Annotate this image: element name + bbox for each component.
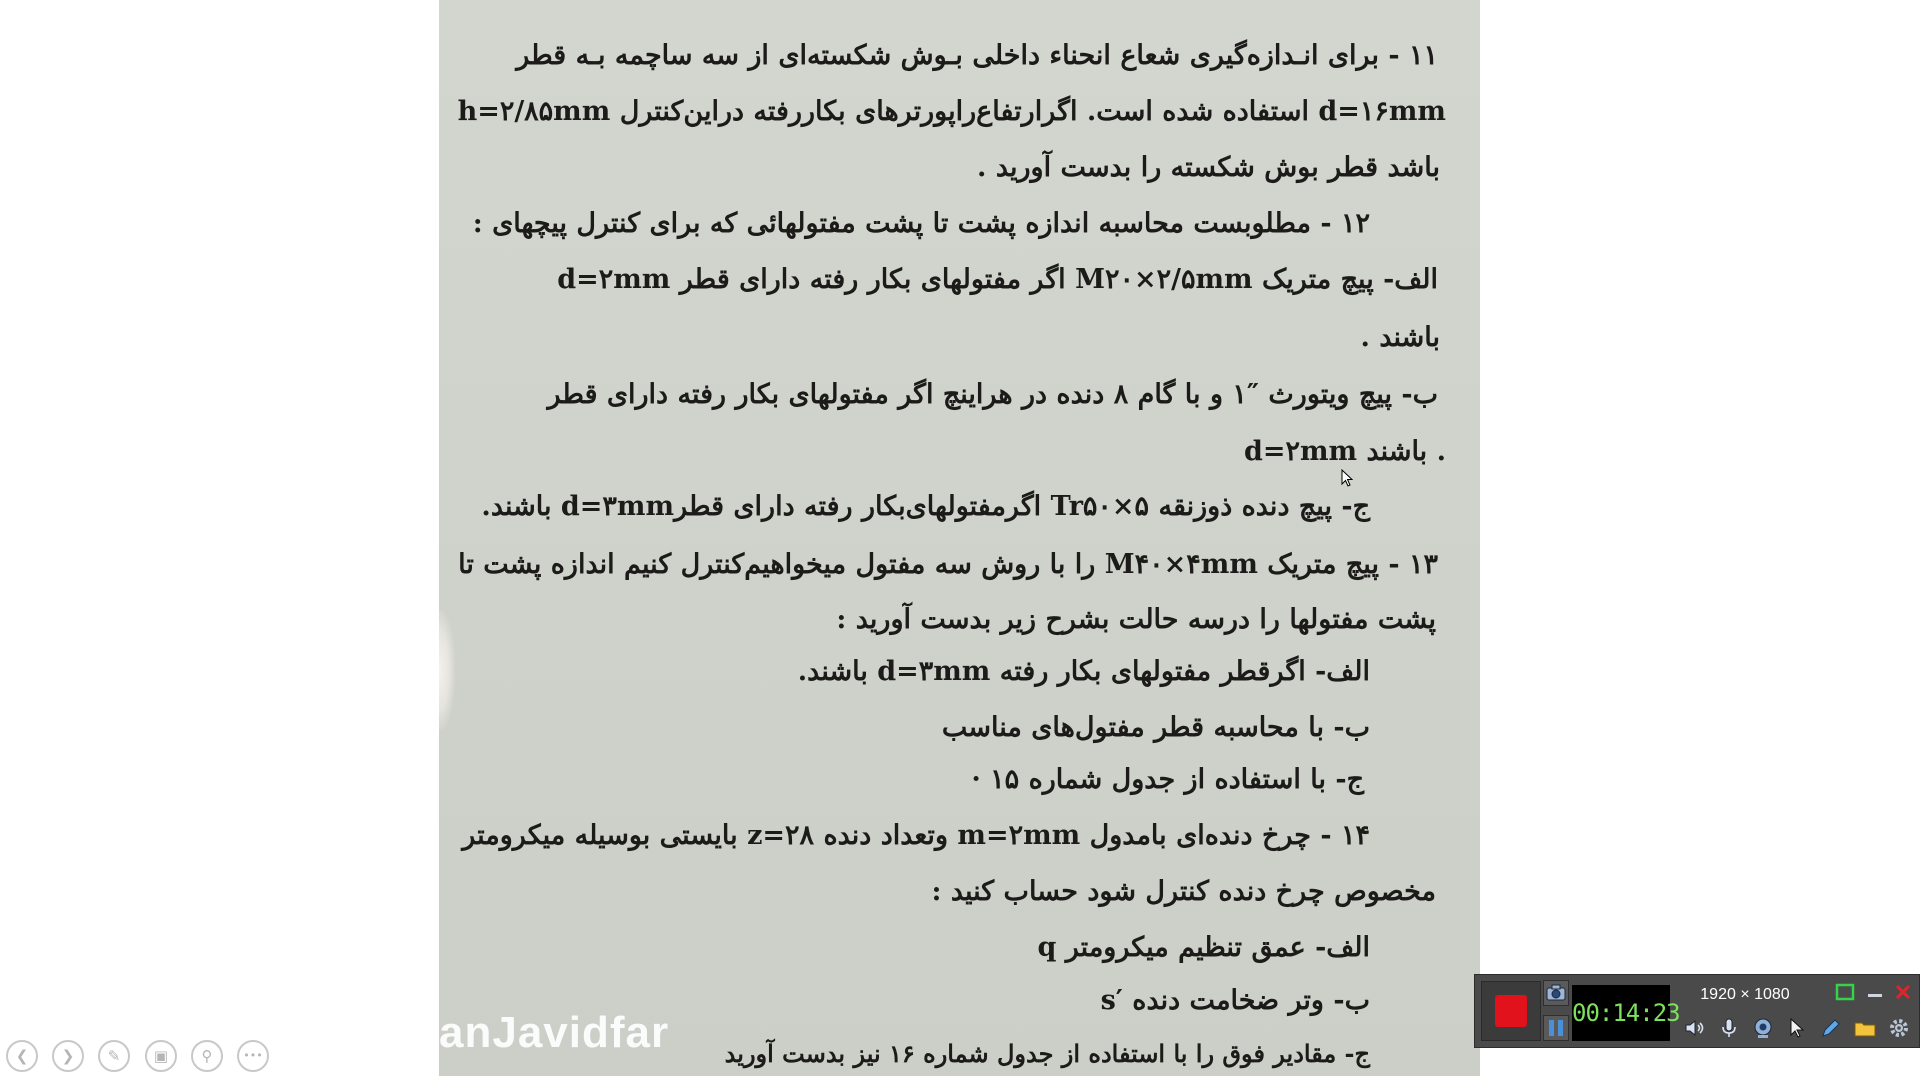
close-icon xyxy=(1892,981,1914,1003)
text-line: ۱۴ - چرخ دنده‌ای بامدول m=۲mm وتعداد دنده z=۲۸ بایستی بوسیله میکرومتر xyxy=(462,820,1370,851)
text-line: ب- وتر ضخامت دنده ′s xyxy=(1100,985,1370,1016)
text-line: ج- مقادیر فوق را با استفاده از جدول شماره ۱۶ نیز بدست آورید xyxy=(724,1039,1370,1068)
text-line: الف- پیچ متریک M۲۰×۲/۵mm اگر مفتولهای بکار رفته دارای قطر d=۲mm xyxy=(557,264,1438,295)
text-line: ج- با استفاده از جدول شماره ۱۵ · xyxy=(971,764,1364,795)
next-icon[interactable]: ❯ xyxy=(52,1040,84,1072)
text-line: ۱۲ - مطلوبست محاسبه اندازه پشت تا پشت مفتولهائی که برای کنترل پیچهای : xyxy=(472,208,1370,239)
screenshot-button[interactable] xyxy=(1543,980,1569,1006)
pause-recording-button[interactable] xyxy=(1543,1015,1569,1041)
pen-icon[interactable]: ✎ xyxy=(98,1040,130,1072)
text-line: ۱۱ - برای انـدازه‌گیری شعاع انحناء داخلی بـوش شکسته‌ای از سه ساچمه بـه قطر xyxy=(516,40,1438,71)
pencil-icon xyxy=(1819,1016,1843,1040)
text-line: ج- پیچ دنده ذوزنقه Tr۵۰×۵ اگرمفتولهای‌بکار رفته دارای قطرd=۳mm باشند. xyxy=(481,491,1370,522)
mouse-cursor-icon xyxy=(1341,469,1353,487)
open-folder-button[interactable] xyxy=(1851,1016,1879,1044)
minimize-icon xyxy=(1864,981,1886,1003)
window-icon xyxy=(1834,981,1856,1003)
stop-recording-button[interactable] xyxy=(1481,981,1541,1041)
text-line: باشند . xyxy=(1360,322,1440,353)
recording-timer: 00:14:23 xyxy=(1572,985,1670,1041)
resolution-label: 1920 × 1080 xyxy=(1700,986,1790,1003)
previous-icon[interactable]: ❮ xyxy=(6,1040,38,1072)
webcam-button[interactable] xyxy=(1749,1016,1777,1044)
text-line: الف- عمق تنظیم میکرومتر q xyxy=(1037,932,1370,963)
minimize-button[interactable] xyxy=(1861,981,1889,1009)
speaker-button[interactable] xyxy=(1681,1016,1709,1044)
text-line: d=۲mm باشند . xyxy=(1243,436,1446,467)
text-line: الف- اگرقطر مفتولهای بکار رفته d=۳mm باشند. xyxy=(797,656,1370,687)
cursor-icon xyxy=(1785,1016,1809,1040)
camera-icon xyxy=(1544,981,1568,1005)
speaker-icon xyxy=(1683,1016,1707,1040)
text-line: ۱۳ - پیچ متریک M۴۰×۴mm را با روش سه مفتول میخواهیم‌کنترل کنیم اندازه پشت تا xyxy=(458,549,1438,580)
zoom-icon[interactable]: ⚲ xyxy=(191,1040,223,1072)
screen-recorder-toolbar xyxy=(1474,974,1920,1048)
pause-icon xyxy=(1544,1016,1568,1040)
scanned-page xyxy=(439,0,1480,1076)
cursor-capture-button[interactable] xyxy=(1783,1016,1811,1044)
stop-icon xyxy=(1495,995,1527,1027)
more-icon[interactable]: ••• xyxy=(237,1040,269,1072)
text-line: ب- پیچ ویتورث ″۱ و با گام ۸ دنده در هراینچ اگر مفتولهای بکار رفته دارای قطر xyxy=(547,379,1438,410)
text-line: پشت مفتولها را درسه حالت بشرح زیر بدست آورید : xyxy=(836,604,1436,635)
draw-button[interactable] xyxy=(1817,1016,1845,1044)
microphone-icon xyxy=(1717,1016,1741,1040)
text-line: باشد قطر بوش شکسته را بدست آورید . xyxy=(977,152,1440,183)
maximize-button[interactable] xyxy=(1831,981,1859,1009)
gear-icon xyxy=(1887,1016,1911,1040)
settings-button[interactable] xyxy=(1885,1016,1913,1044)
slides-icon[interactable]: ▣ xyxy=(145,1040,177,1072)
close-button[interactable] xyxy=(1889,981,1917,1009)
webcam-icon xyxy=(1751,1016,1775,1040)
text-line: ب- با محاسبه قطر مفتول‌های مناسب xyxy=(941,712,1370,743)
watermark: anJavidfar xyxy=(439,1008,670,1057)
microphone-button[interactable] xyxy=(1715,1016,1743,1044)
page-fold-shadow xyxy=(439,610,455,730)
folder-icon xyxy=(1853,1016,1877,1040)
text-line: h=۲/۸۵mm استفاده شده است. اگرارتفاع‌راپورترهای بکاررفته دراین‌کنترل d=۱۶mm xyxy=(457,96,1446,127)
text-line: مخصوص چرخ دنده کنترل شود حساب کنید : xyxy=(931,876,1436,907)
